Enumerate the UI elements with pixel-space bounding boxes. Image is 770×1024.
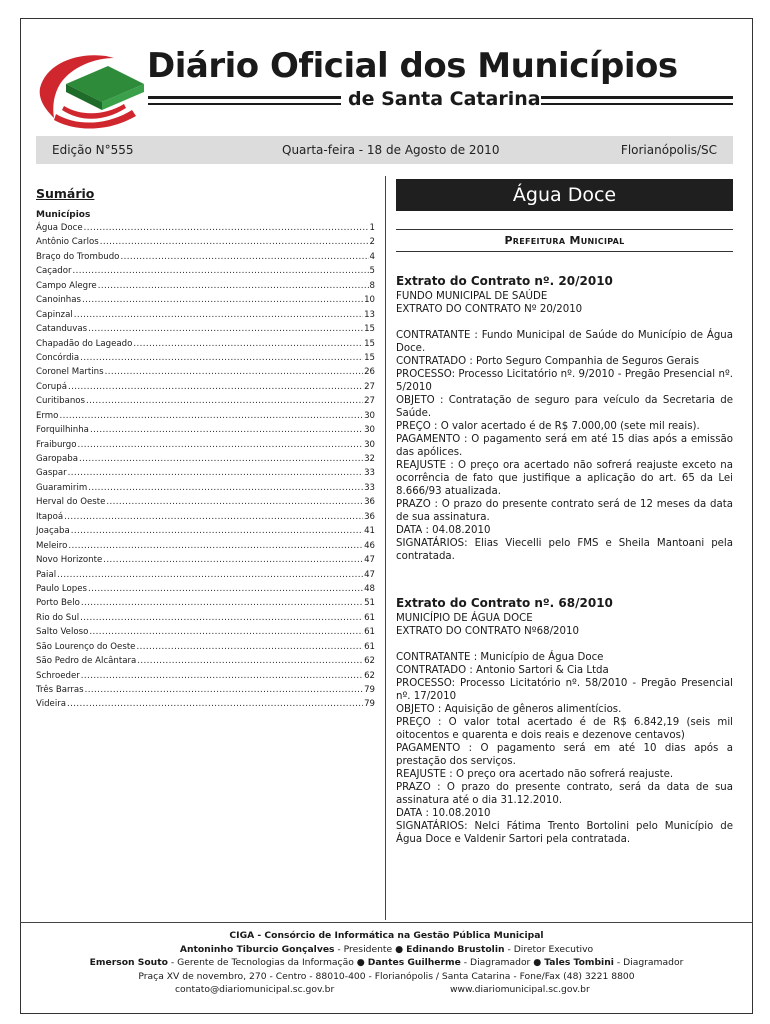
summary-item-page: 47 [364,555,375,566]
leader-dots [106,495,363,509]
summary-item[interactable] [36,308,375,322]
edition-city: Florianópolis/SC [620,143,717,157]
summary-item-page: 27 [364,381,375,392]
summary-item-page: 15 [364,338,375,349]
summary-item[interactable] [36,466,375,480]
summary-item[interactable] [36,452,375,466]
summary-item-name: Porto Belo [36,598,80,609]
contract-clause: CONTRATADO : Antonio Sartori & Cia Ltda [396,665,609,676]
contract-clause: DATA : 04.08.2010 [396,525,491,536]
summary-item[interactable] [36,365,375,379]
summary-item-name: Paial [36,569,57,580]
footer-director-name: Edinando Brustolin [406,943,505,955]
contract-clause: PROCESSO: Processo Licitatório nº. 58/2010 - Pregão Presencial nº. 17/2010 [396,678,733,702]
summary-item-name: Garopaba [36,454,78,464]
leader-dots [100,235,369,249]
footer-org: CIGA - Consórcio de Informática na Gestão Pública Municipal [229,930,544,941]
summary-item-page: 46 [364,540,375,551]
column-divider [385,176,386,920]
contract-title: Extrato do Contrato nº. 68/2010 [396,596,613,610]
contract-clause: CONTRATANTE : Município de Água Doce [396,652,604,663]
summary-item[interactable] [36,394,375,408]
summary-item-page: 48 [364,583,375,594]
bullet-icon: ● [395,943,404,955]
bullet-icon: ● [356,957,365,969]
summary-item[interactable] [36,409,375,423]
contract-clause: PROCESSO: Processo Licitatório nº. 9/2010 - Pregão Presencial nº. 5/2010 [396,369,733,393]
leader-dots [84,221,369,235]
summary-item-name: Rio do Sul [36,612,80,623]
leader-dots [85,683,363,697]
diario-logo-icon [36,44,148,130]
summary-item[interactable] [36,596,375,610]
summary-item-name: Novo Horizonte [36,555,103,566]
leader-dots [88,322,363,336]
leader-dots [133,337,363,351]
contract-clause: PAGAMENTO : O pagamento será em até 15 dias após a emissão das apólices. [396,434,733,458]
summary-item-name: Água Doce [36,223,83,233]
leader-dots [68,466,363,480]
summary-item-name: Videira [36,699,67,710]
leader-dots [59,409,363,423]
leader-dots [80,351,363,365]
summary-item-page: 30 [364,439,375,450]
summary-item-page: 8 [369,280,375,291]
contract-clause: OBJETO : Contratação de seguro para veículo da Secretaria de Saúde. [396,395,733,419]
summary-item-name: Guaramirim [36,482,88,493]
edition-date: Quarta-feira - 18 de Agosto de 2010 [282,143,500,157]
summary-item[interactable] [36,264,375,278]
summary-item-page: 33 [364,482,375,493]
summary-item-name: São Lourenço do Oeste [36,641,136,652]
summary-item[interactable] [36,553,375,567]
leader-dots [89,625,363,639]
summary-item-page: 36 [364,497,375,508]
summary-item[interactable] [36,539,375,553]
leader-dots [68,539,363,553]
summary-item-page: 2 [369,237,375,248]
summary-item-name: Herval do Oeste [36,497,106,508]
contract-line: FUNDO MUNICIPAL DE SAÚDE [396,291,548,302]
contract-clause: PREÇO : O valor acertado é de R$ 7.000,00 (sete mil reais). [396,421,700,432]
summary-item-page: 30 [364,425,375,436]
leader-dots [81,596,363,610]
summary-item[interactable] [36,524,375,538]
leader-dots [73,264,369,278]
summary-item-name: Chapadão do Lageado [36,338,133,349]
masthead-rule-left [148,96,341,105]
bullet-icon: ● [533,957,542,969]
leader-dots [71,524,363,538]
summary-item-page: 62 [364,670,375,681]
summary-item-page: 61 [364,641,375,652]
contract-clause: SIGNATÁRIOS: Elias Viecelli pelo FMS e Sheila Mantoani pela contratada. [396,538,733,562]
summary-item[interactable] [36,640,375,654]
leader-dots [86,394,363,408]
summary-item-name: Braço do Trombudo [36,251,120,262]
contract-extract-1 [396,274,733,563]
summary-item[interactable] [36,582,375,596]
section-header: Prefeitura Municipal [396,229,733,252]
summary-list [36,221,375,712]
contract-clause: CONTRATANTE : Fundo Municipal de Saúde do Município de Água Doce. [396,330,733,354]
summary-item[interactable] [36,279,375,293]
leader-dots [74,308,363,322]
summary-title: Sumário [36,186,95,201]
leader-dots [81,669,363,683]
footer-manager-role: Gerente de Tecnologias da Informação [177,957,354,969]
summary-item-name: Curitibanos [36,396,86,407]
summary-item[interactable] [36,380,375,394]
summary-item-name: Schroeder [36,670,80,681]
footer-manager-name: Emerson Souto [89,957,168,969]
leader-dots [103,553,363,567]
summary-item-page: 51 [364,598,375,609]
summary-item[interactable] [36,625,375,639]
summary-item-page: 62 [364,656,375,667]
leader-dots [64,510,363,524]
summary-item[interactable] [36,654,375,668]
summary-item-name: Salto Veloso [36,627,89,638]
summary-item-page: 36 [364,511,375,522]
summary-item-name: Canoinhas [36,295,81,306]
summary-item[interactable] [36,438,375,452]
summary-item-name: Forquilhinha [36,425,89,436]
footer-president-role: Presidente [343,943,393,955]
summary-item-page: 47 [364,569,375,580]
contract-extract-2 [396,596,733,846]
footer: CIGA - Consórcio de Informática na Gestão Pública Municipal Antoninho Tiburcio Gonçalves - Presidente ● Edinando Brustolin - Diretor Executivo Emerson Souto - Gerente de Tecnologias da Informação ● Dantes Guilherme - Diagramador ● Tales Tombini - Diagramador Praça XV de novembro, 270 - Centro - 88010-400 - Florianópolis / Santa Catarina - Fone/Fax (48) 3221 8800 contato@diariomunicipal.sc.gov.br www.diariomunicipal.sc.gov.br [20,929,753,997]
summary-item-page: 33 [364,468,375,479]
summary-item-page: 10 [364,295,375,306]
summary-item-name: Meleiro [36,540,68,551]
summary-item[interactable] [36,423,375,437]
summary-item-page: 79 [364,685,375,695]
summary-item-name: Paulo Lopes [36,583,87,594]
summary-item-page: 4 [369,251,375,262]
masthead-rule-right [541,96,733,105]
summary-item-page: 32 [364,454,375,464]
summary-item-page: 26 [364,367,375,378]
contract-clause: REAJUSTE : O preço ora acertado não sofrerá reajuste exceto na ocorrência de fato que justifique a aplicação do art. 65 da Lei 8.666/93 atualizada. [396,460,733,497]
summary-item[interactable] [36,322,375,336]
leader-dots [90,423,363,437]
leader-dots [68,380,363,394]
contract-line: EXTRATO DO CONTRATO Nº68/2010 [396,626,579,637]
summary-item-page: 1 [369,223,375,233]
contract-clause: REAJUSTE : O preço ora acertado não sofrerá reajuste. [396,769,674,780]
contract-clause: SIGNATÁRIOS: Nelci Fátima Trento Bortolini pelo Município de Água Doce e Valdenir Sartori pela contratada. [396,821,733,845]
leader-dots [105,365,363,379]
leader-dots [88,582,363,596]
summary-item[interactable] [36,293,375,307]
summary-item-name: Capinzal [36,309,73,320]
masthead-subtitle: de Santa Catarina [348,88,541,110]
summary-item-name: Fraiburgo [36,439,77,450]
summary-item-page: 61 [364,612,375,623]
leader-dots [82,293,363,307]
summary-item-page: 15 [364,352,375,363]
summary-item-name: Concórdia [36,352,80,363]
summary-item[interactable] [36,683,375,697]
leader-dots [78,438,364,452]
contract-clause: OBJETO : Aquisição de gêneros alimentícios. [396,704,622,715]
contract-clause: PRAZO : O prazo do presente contrato, será da data de sua assinatura até o dia 31.12.2010. [396,782,733,806]
leader-dots [137,654,363,668]
summary-item-name: Três Barras [36,685,84,695]
summary-item-name: Gaspar [36,468,67,479]
leader-dots [57,568,363,582]
summary-item[interactable] [36,351,375,365]
summary-item-page: 41 [364,526,375,537]
summary-item-name: Coronel Martins [36,367,104,378]
summary-item[interactable] [36,221,375,235]
summary-section: Municípios [36,210,91,220]
footer-rule [20,922,753,923]
contract-line: EXTRATO DO CONTRATO Nº 20/2010 [396,304,583,315]
summary-item[interactable] [36,235,375,249]
leader-dots [136,640,363,654]
summary-item[interactable] [36,510,375,524]
footer-director-role: Diretor Executivo [513,943,594,955]
summary-item[interactable] [36,697,375,711]
contract-clause: PRAZO : O prazo do presente contrato será de 12 meses da data de sua assinatura. [396,499,733,523]
contract-line: MUNICÍPIO DE ÁGUA DOCE [396,613,533,624]
summary-item-page: 5 [369,266,375,277]
summary-item-page: 61 [364,627,375,638]
footer-layout2-name: Tales Tombini [544,957,614,969]
summary-item[interactable] [36,669,375,683]
summary-item-page: 30 [364,410,375,421]
masthead-title: Diário Oficial dos Municípios [147,46,678,86]
leader-dots [98,279,369,293]
edition-number: Edição N°555 [52,143,134,157]
summary-item-page: 79 [364,699,375,710]
summary-item-name: Catanduvas [36,324,88,335]
summary-item-name: Campo Alegre [36,280,97,291]
footer-layout1-name: Dantes Guilherme [367,957,461,969]
footer-layout1-role: Diagramador [470,957,531,969]
leader-dots [88,481,363,495]
municipality-header: Água Doce [396,179,733,211]
contract-title: Extrato do Contrato nº. 20/2010 [396,274,613,288]
summary-item-page: 13 [364,309,375,320]
summary-item-page: 15 [364,324,375,335]
summary-item-name: Joaçaba [36,526,70,537]
leader-dots [67,697,363,711]
leader-dots [120,250,368,264]
summary-item-name: São Pedro de Alcântara [36,656,137,667]
footer-layout2-role: Diagramador [623,957,684,969]
summary-item-name: Ermo [36,410,59,421]
summary-item[interactable] [36,568,375,582]
summary-item-name: Corupá [36,381,67,392]
contract-clause: PAGAMENTO : O pagamento será em até 10 dias após a prestação dos serviços. [396,743,733,767]
leader-dots [80,611,363,625]
summary-item-name: Itapoá [36,511,64,522]
summary-item[interactable] [36,337,375,351]
summary-item[interactable] [36,611,375,625]
summary-item-name: Antônio Carlos [36,237,99,248]
footer-address: Praça XV de novembro, 270 - Centro - 88010-400 - Florianópolis / Santa Catarina - Fone/Fax (48) 3221 8800 [138,970,635,982]
contract-clause: DATA : 10.08.2010 [396,808,491,819]
summary-item-page: 27 [364,396,375,407]
footer-website-link[interactable]: www.diariomunicipal.sc.gov.br [450,984,590,996]
leader-dots [79,452,363,466]
summary [36,186,375,712]
summary-item[interactable] [36,481,375,495]
summary-item[interactable] [36,495,375,509]
summary-item[interactable] [36,250,375,264]
footer-president-name: Antoninho Tiburcio Gonçalves [179,943,335,955]
footer-email-link[interactable]: contato@diariomunicipal.sc.gov.br [175,984,335,996]
contract-clause: CONTRATADO : Porto Seguro Companhia de Seguros Gerais [396,356,700,367]
edition-bar [36,136,733,164]
summary-item-name: Caçador [36,266,72,277]
contract-clause: PREÇO : O valor total acertado é de R$ 6.842,19 (seis mil oitocentos e quarenta e dois reais e dezenove centavos) [396,717,733,741]
